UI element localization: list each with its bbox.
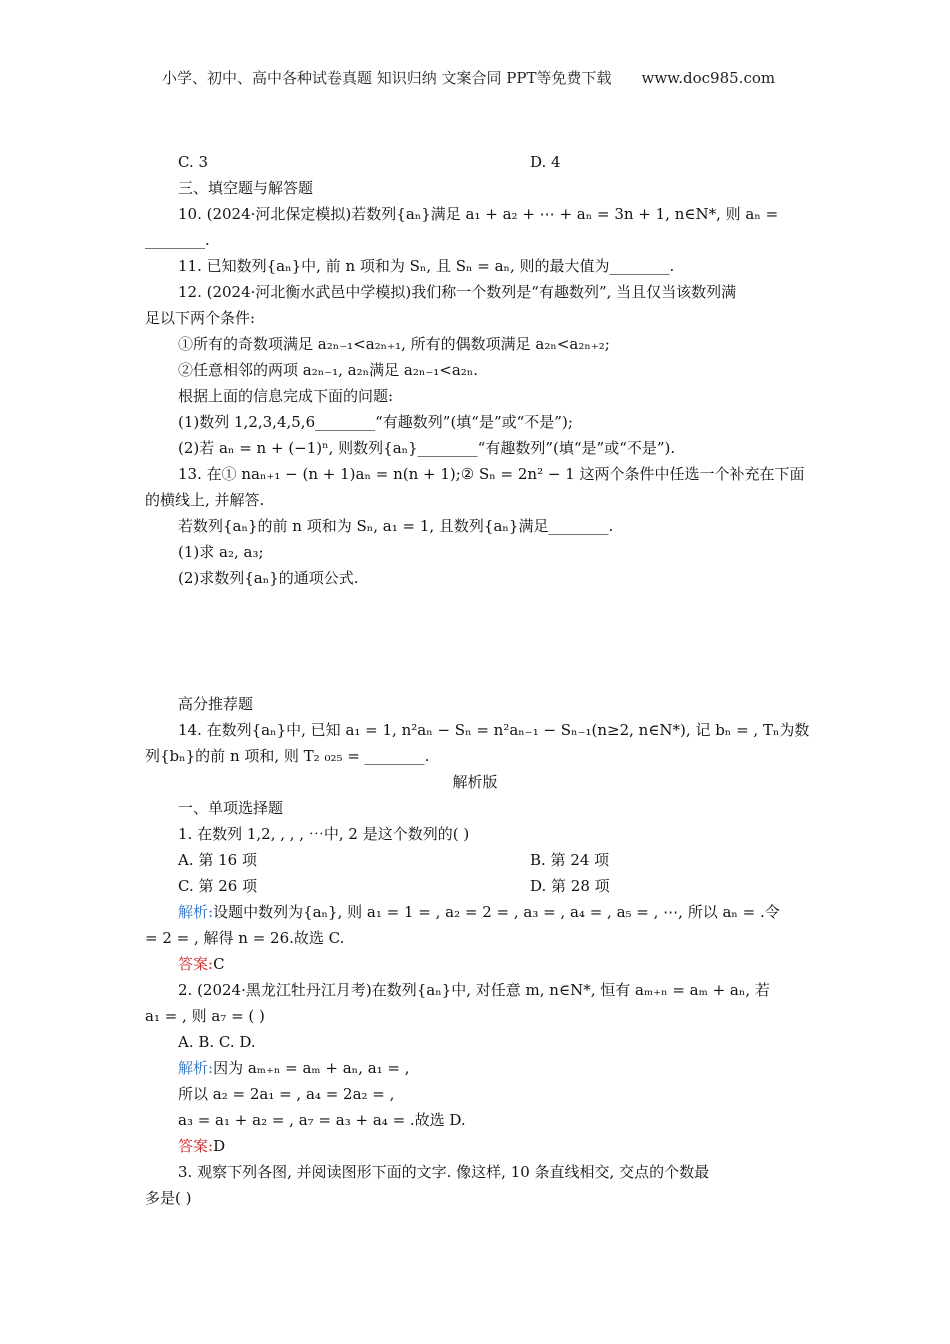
answer-value: C bbox=[213, 955, 225, 973]
solution-text: 因为 aₘ₊ₙ = aₘ + aₙ, a₁ = , bbox=[213, 1059, 410, 1077]
q2-text: 2. (2024·黑龙江牡丹江月考)在数列{aₙ}中, 对任意 m, n∈N*, 恒有 aₘ₊ₙ = aₘ + aₙ, 若 bbox=[178, 981, 770, 999]
q2-answer bbox=[178, 1136, 225, 1156]
q1-text: 1. 在数列 1,2, , , , ⋯中, 2 是这个数列的( ) bbox=[178, 825, 470, 843]
q1-option-b: B. 第 24 项 bbox=[530, 851, 610, 869]
page-header bbox=[162, 68, 775, 88]
q14-text-cont: 列{bₙ}的前 n 项和, 则 T₂ ₀₂₅ = ________. bbox=[145, 747, 430, 765]
q12-part2: (2)若 aₙ = n + (−1)ⁿ, 则数列{aₙ}________“有趣数列”(填“是”或“不是”). bbox=[178, 439, 676, 457]
q13-text-cont: 的横线上, 并解答. bbox=[145, 491, 265, 509]
q13-condition: 若数列{aₙ}的前 n 项和为 Sₙ, a₁ = 1, 且数列{aₙ}满足________. bbox=[178, 517, 614, 535]
q12-instruction: 根据上面的信息完成下面的问题: bbox=[178, 387, 394, 405]
q12-cond2: ②任意相邻的两项 a₂ₙ₋₁, a₂ₙ满足 a₂ₙ₋₁<a₂ₙ. bbox=[178, 361, 479, 379]
q2-text-cont: a₁ = , 则 a₇ = ( ) bbox=[145, 1007, 265, 1025]
q3-text-cont: 多是( ) bbox=[145, 1189, 192, 1207]
q10-text: 10. (2024·河北保定模拟)若数列{aₙ}满足 a₁ + a₂ + ⋯ + aₙ = 3n + 1, n∈N*, 则 aₙ = bbox=[178, 205, 779, 223]
q3-text: 3. 观察下列各图, 并阅读图形下面的文字. 像这样, 10 条直线相交, 交点的个数最 bbox=[178, 1163, 710, 1181]
answer-value: D bbox=[213, 1137, 226, 1155]
q13-part1: (1)求 a₂, a₃; bbox=[178, 543, 264, 561]
q13-text: 13. 在① naₙ₊₁ − (n + 1)aₙ = n(n + 1);② Sₙ = 2n² − 1 这两个条件中任选一个补充在下面 bbox=[178, 465, 805, 483]
q12-text: 12. (2024·河北衡水武邑中学模拟)我们称一个数列是“有趣数列”, 当且仅当该数列满 bbox=[178, 283, 737, 301]
answer-label: 答案: bbox=[178, 1137, 214, 1155]
q2-solution-line3: a₃ = a₁ + a₂ = , a₇ = a₃ + a₄ = .故选 D. bbox=[178, 1111, 466, 1129]
option-c: C. 3 bbox=[178, 153, 209, 171]
q12-part1: (1)数列 1,2,3,4,5,6________“有趣数列”(填“是”或“不是”); bbox=[178, 413, 573, 431]
q1-option-d: D. 第 28 项 bbox=[530, 877, 610, 895]
q12-text-cont: 足以下两个条件: bbox=[145, 309, 256, 327]
q10-blank: ________. bbox=[145, 231, 210, 249]
mc-heading: 一、单项选择题 bbox=[178, 799, 284, 817]
q13-part2: (2)求数列{aₙ}的通项公式. bbox=[178, 569, 359, 587]
q1-solution-cont: = 2 = , 解得 n = 26.故选 C. bbox=[145, 929, 345, 947]
answer-key-title: 解析版 bbox=[452, 773, 498, 791]
header-site: www.doc985.com bbox=[641, 69, 776, 87]
solution-label: 解析: bbox=[178, 903, 214, 921]
option-d: D. 4 bbox=[530, 153, 561, 171]
answer-label: 答案: bbox=[178, 955, 214, 973]
q2-options: A. B. C. D. bbox=[178, 1033, 256, 1051]
solution-label: 解析: bbox=[178, 1059, 214, 1077]
q1-option-a: A. 第 16 项 bbox=[178, 851, 257, 869]
q1-solution bbox=[178, 902, 780, 922]
q2-solution bbox=[178, 1058, 410, 1078]
section-heading: 三、填空题与解答题 bbox=[178, 179, 314, 197]
q1-option-c: C. 第 26 项 bbox=[178, 877, 258, 895]
q14-text: 14. 在数列{aₙ}中, 已知 a₁ = 1, n²aₙ − Sₙ = n²aₙ₋₁ − Sₙ₋₁(n≥2, n∈N*), 记 bₙ = , Tₙ为数 bbox=[178, 721, 810, 739]
header-text: 小学、初中、高中各种试卷真题 知识归纳 文案合同 PPT等免费下载 bbox=[162, 69, 612, 87]
q11-text: 11. 已知数列{aₙ}中, 前 n 项和为 Sₙ, 且 Sₙ = aₙ, 则的最大值为________. bbox=[178, 257, 675, 275]
solution-text: 设题中数列为{aₙ}, 则 a₁ = 1 = , a₂ = 2 = , a₃ = , a₄ = , a₅ = , ⋯, 所以 aₙ = .令 bbox=[213, 903, 780, 921]
q1-answer bbox=[178, 954, 225, 974]
q12-cond1: ①所有的奇数项满足 a₂ₙ₋₁<a₂ₙ₊₁, 所有的偶数项满足 a₂ₙ<a₂ₙ₊₂; bbox=[178, 335, 610, 353]
q2-solution-line2: 所以 a₂ = 2a₁ = , a₄ = 2a₂ = , bbox=[178, 1085, 395, 1103]
advanced-heading: 高分推荐题 bbox=[178, 695, 254, 713]
